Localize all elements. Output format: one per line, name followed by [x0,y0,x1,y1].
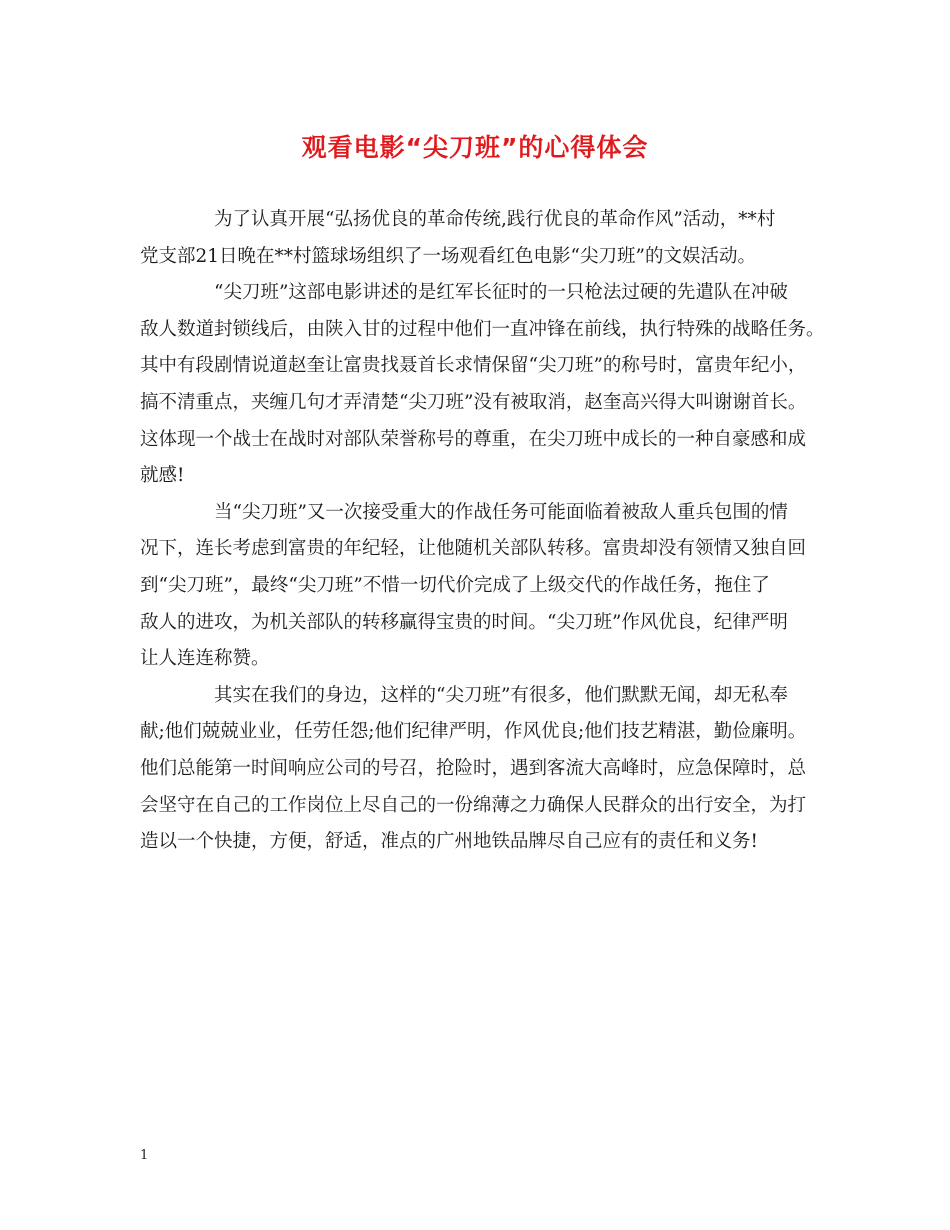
paragraph-line: 敌人的进攻，为机关部队的转移赢得宝贵的时间。“尖刀班”作风优良，纪律严明 [140,611,788,633]
document-body [140,202,825,861]
paragraph-line: 敌人数道封锁线后，由陕入甘的过程中他们一直冲锋在前线，执行特殊的战略任务。 [140,318,825,340]
paragraph-line: 其中有段剧情说道赵奎让富贵找聂首长求情保留“尖刀班”的称号时，富贵年纪小， [140,355,807,377]
paragraph-line: 当“尖刀班”又一次接受重大的作战任务可能面临着被敌人重兵包围的情 [214,501,788,523]
paragraph-line: 搞不清重点，夹缠几句才弄清楚“尖刀班”没有被取消，赵奎高兴得大叫谢谢首长。 [140,391,807,413]
paragraph-line: 献;他们兢兢业业，任劳任怨;他们纪律严明，作风优良;他们技艺精湛，勤俭廉明。 [140,721,807,743]
paragraph-line: 况下，连长考虑到富贵的年纪轻，让他随机关部队转移。富贵却没有领情又独自回 [140,538,807,560]
paragraph-line: 就感! [140,465,185,487]
paragraph-line: 他们总能第一时间响应公司的号召，抢险时，遇到客流大高峰时，应急保障时，总 [140,757,807,779]
document-title: 观看电影“尖刀班”的心得体会 [301,133,649,162]
paragraph-line: 造以一个快捷，方便，舒适，准点的广州地铁品牌尽自己应有的责任和义务! [140,831,758,853]
paragraph-line: “尖刀班”这部电影讲述的是红军长征时的一只枪法过硬的先遣队在冲破 [214,282,788,304]
paragraph-line: 让人连连称赞。 [140,648,270,670]
paragraph-line: 其实在我们的身边，这样的“尖刀班”有很多，他们默默无闻，却无私奉 [214,684,788,706]
paragraph-line: 为了认真开展“弘扬优良的革命传统,践行优良的革命作风”活动，**村 [214,209,776,230]
paragraph-line: 会坚守在自己的工作岗位上尽自己的一份绵薄之力确保人民群众的出行安全，为打 [140,794,807,816]
paragraph-line: 到“尖刀班”，最终“尖刀班”不惜一切代价完成了上级交代的作战任务，拖住了 [140,574,770,596]
paragraph-line: 这体现一个战士在战时对部队荣誉称号的尊重，在尖刀班中成长的一种自豪感和成 [140,428,807,450]
page-number: 1 [140,1148,149,1163]
paragraph-line: 党支部21日晚在**村篮球场组织了一场观看红色电影“尖刀班”的文娱活动。 [140,245,756,267]
